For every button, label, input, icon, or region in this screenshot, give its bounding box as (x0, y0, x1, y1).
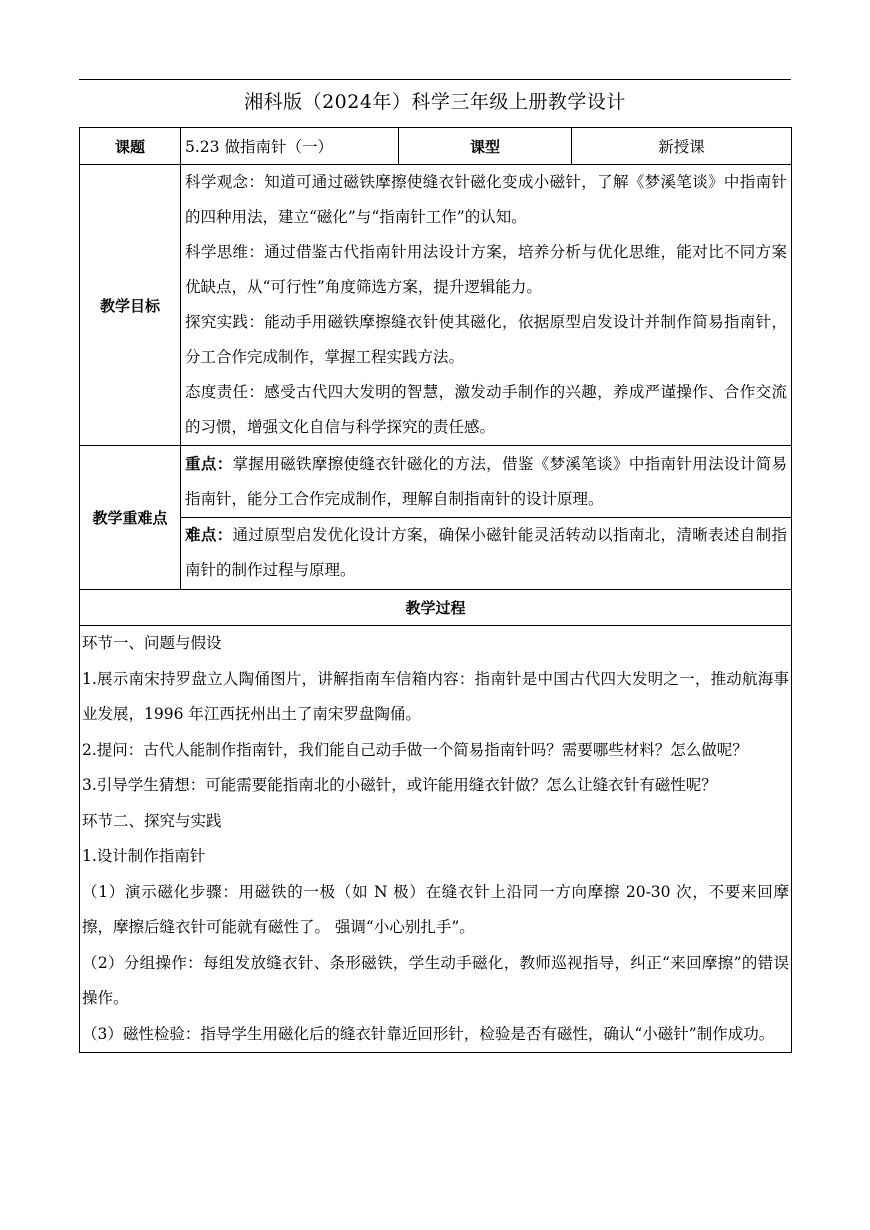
lesson-plan-table (79, 127, 792, 1053)
focus-text: 掌握用磁铁摩擦使缝衣针磁化的方法，借鉴《梦溪笔谈》中指南针用法设计简易指南针，能分工合作完成制作，理解自制指南针的设计原理。 (185, 455, 787, 508)
design-step-3: （3）磁性检验：指导学生用磁化后的缝衣针靠近回形针，检验是否有磁性，确认“小磁针”制作成功。 (82, 1024, 775, 1043)
difficulty-label: 难点： (185, 526, 233, 544)
focus-point (185, 447, 787, 517)
key-points-label: 教学重难点 (80, 446, 181, 590)
process-step-3: 3.引导学生猜想：可能需要能指南北的小磁针，或许能用缝衣针做？怎么让缝衣针有磁性呢？ (82, 776, 717, 794)
objective-attitude: 态度责任：感受古代四大发明的智慧，激发动手制作的兴趣，养成严谨操作、合作交流的习惯，增强文化自信与科学探究的责任感。 (185, 383, 787, 436)
objectives-row (80, 165, 792, 446)
objectives-label: 教学目标 (80, 165, 181, 446)
difficulty-text: 通过原型启发优化设计方案，确保小磁针能灵活转动以指南北，清晰表述自制指南针的制作过程与原理。 (185, 526, 787, 579)
topic-row (80, 128, 792, 165)
difficulty-point (185, 518, 787, 588)
key-points-row (80, 446, 792, 590)
design-subheading: 1.设计制作指南针 (82, 847, 206, 865)
type-label: 课型 (399, 128, 572, 165)
type-value: 新授课 (572, 128, 792, 165)
header-rule (79, 79, 791, 80)
process-heading-row (80, 590, 792, 626)
design-step-1: （1）演示磁化步骤：用磁铁的一极（如 N 极）在缝衣针上沿同一方向摩擦 20-30 次，不要来回摩擦，摩擦后缝衣针可能就有磁性了。 强调“小心别扎手”。 (82, 882, 789, 936)
process-content (80, 626, 792, 1053)
process-step-1: 1.展示南宋持罗盘立人陶俑图片，讲解指南车信箱内容：指南针是中国古代四大发明之一，推动航海事业发展，1996 年江西抚州出土了南宋罗盘陶俑。 (82, 669, 789, 723)
focus-label: 重点： (185, 455, 233, 473)
process-content-row (80, 626, 792, 1053)
topic-label: 课题 (80, 128, 181, 165)
key-points-content (181, 446, 792, 590)
stage-one-heading: 环节一、问题与假设 (82, 634, 222, 652)
topic-value: 5.23 做指南针（一） (181, 128, 399, 165)
objectives-content (181, 165, 792, 446)
process-step-2: 2.提问：古代人能制作指南针，我们能自己动手做一个简易指南针吗？需要哪些材料？怎么做呢？ (82, 740, 748, 759)
objective-practice: 探究实践：能动手用磁铁摩擦缝衣针使其磁化，依据原型启发设计并制作简易指南针，分工合作完成制作，掌握工程实践方法。 (185, 313, 787, 366)
design-step-2: （2）分组操作：每组发放缝衣针、条形磁铁，学生动手磁化，教师巡视指导，纠正“来回摩擦”的错误操作。 (82, 953, 789, 1007)
objective-thinking: 科学思维：通过借鉴古代指南针用法设计方案，培养分析与优化思维，能对比不同方案优缺点，从“可行性”角度筛选方案，提升逻辑能力。 (185, 243, 787, 296)
process-heading: 教学过程 (80, 590, 792, 626)
stage-two-heading: 环节二、探究与实践 (82, 811, 222, 830)
objective-concept: 科学观念：知道可通过磁铁摩擦使缝衣针磁化变成小磁针，了解《梦溪笔谈》中指南针的四种用法，建立“磁化”与“指南针工作”的认知。 (185, 173, 787, 226)
document-title: 湘科版（2024年）科学三年级上册教学设计 (244, 91, 626, 113)
